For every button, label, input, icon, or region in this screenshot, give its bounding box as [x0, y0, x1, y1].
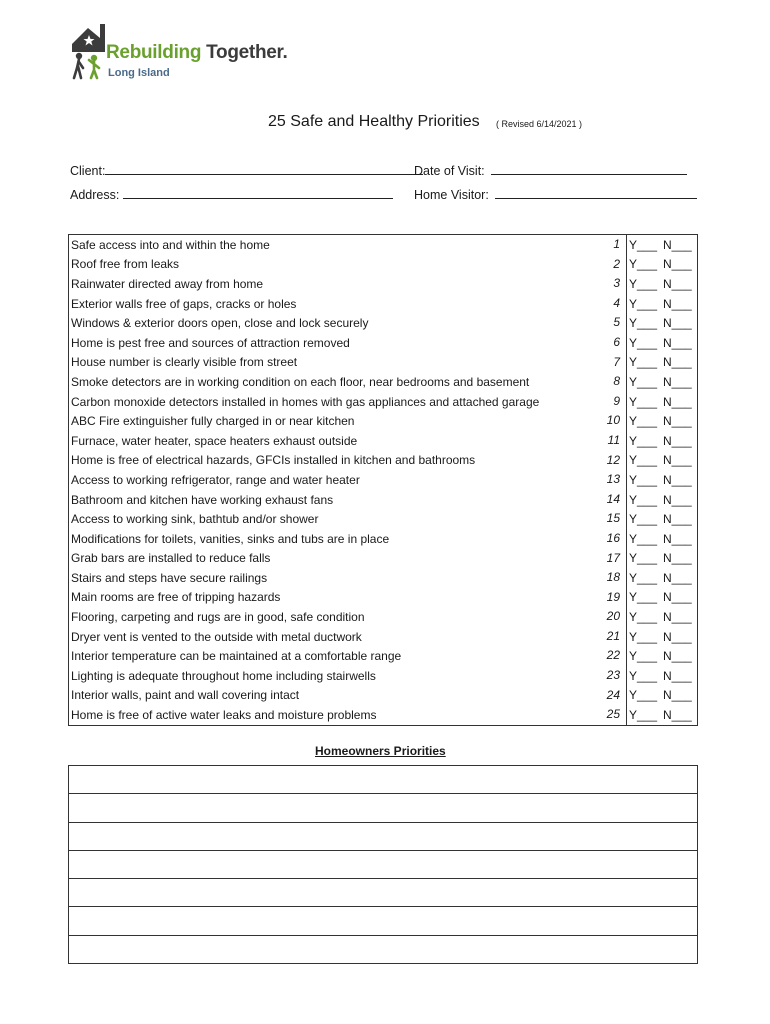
- checklist-item-text: Safe access into and within the home: [71, 237, 270, 252]
- checklist-row: [69, 627, 697, 647]
- checklist-item-number: 22: [579, 646, 627, 666]
- yes-blank[interactable]: Y___: [629, 335, 658, 350]
- checklist-item-text: Furnace, water heater, space heaters exhaust outside: [71, 433, 358, 448]
- home-visitor-label: Home Visitor:: [414, 188, 489, 202]
- no-blank[interactable]: N___: [663, 276, 692, 291]
- yes-blank[interactable]: Y___: [629, 472, 658, 487]
- no-blank[interactable]: N___: [663, 296, 692, 311]
- no-blank[interactable]: N___: [663, 688, 692, 703]
- no-blank[interactable]: N___: [663, 433, 692, 448]
- checklist-item-number: 4: [579, 294, 627, 314]
- yes-blank[interactable]: Y___: [629, 257, 658, 272]
- checklist-item-text: Dryer vent is vented to the outside with metal ductwork: [71, 629, 362, 644]
- date-of-visit-label: Date of Visit:: [414, 164, 485, 178]
- checklist-item-number: 24: [579, 686, 627, 706]
- page-title: 25 Safe and Healthy Priorities: [268, 113, 480, 130]
- checklist-item-text: Access to working sink, bathtub and/or shower: [71, 512, 319, 527]
- checklist-item-text: Access to working refrigerator, range and water heater: [71, 472, 360, 487]
- checklist-row: [69, 549, 697, 569]
- checklist-row: [69, 431, 697, 451]
- yes-blank[interactable]: Y___: [629, 668, 658, 683]
- date-of-visit-field[interactable]: [414, 162, 687, 178]
- no-blank[interactable]: N___: [663, 629, 692, 644]
- no-blank[interactable]: N___: [663, 355, 692, 370]
- home-visitor-input-line[interactable]: [495, 186, 697, 199]
- checklist-item-text: Windows & exterior doors open, close and lock securely: [71, 316, 369, 331]
- checklist-item-text: Main rooms are free of tripping hazards: [71, 590, 281, 605]
- priorities-checklist: [68, 234, 698, 726]
- address-field[interactable]: [70, 186, 393, 202]
- client-field[interactable]: [70, 162, 423, 178]
- yes-blank[interactable]: Y___: [629, 512, 658, 527]
- no-blank[interactable]: N___: [663, 414, 692, 429]
- checklist-item-number: 21: [579, 627, 627, 647]
- priority-blank-line[interactable]: [69, 936, 697, 963]
- checklist-item-number: 19: [579, 588, 627, 608]
- checklist-row: [69, 666, 697, 686]
- priority-blank-line[interactable]: [69, 907, 697, 935]
- checklist-row: [69, 411, 697, 431]
- no-blank[interactable]: N___: [663, 551, 692, 566]
- checklist-item-text: Modifications for toilets, vanities, sinks and tubs are in place: [71, 531, 390, 546]
- checklist-row: [69, 372, 697, 392]
- yes-blank[interactable]: Y___: [629, 394, 658, 409]
- client-input-line[interactable]: [105, 162, 423, 175]
- no-blank[interactable]: N___: [663, 237, 692, 252]
- checklist-row: [69, 333, 697, 353]
- checklist-item-text: Rainwater directed away from home: [71, 276, 264, 291]
- checklist-item-number: 2: [579, 255, 627, 275]
- checklist-item-text: Stairs and steps have secure railings: [71, 570, 268, 585]
- checklist-item-text: ABC Fire extinguisher fully charged in or near kitchen: [71, 414, 355, 429]
- yes-blank[interactable]: Y___: [629, 414, 658, 429]
- checklist-item-text: Bathroom and kitchen have working exhaust fans: [71, 492, 334, 507]
- no-blank[interactable]: N___: [663, 374, 692, 389]
- yes-blank[interactable]: Y___: [629, 316, 658, 331]
- no-blank[interactable]: N___: [663, 649, 692, 664]
- no-blank[interactable]: N___: [663, 472, 692, 487]
- checklist-row: [69, 274, 697, 294]
- yes-blank[interactable]: Y___: [629, 374, 658, 389]
- checklist-item-number: 8: [579, 372, 627, 392]
- checklist-item-text: Exterior walls free of gaps, cracks or holes: [71, 296, 297, 311]
- checklist-item-number: 9: [579, 392, 627, 412]
- yes-blank[interactable]: Y___: [629, 688, 658, 703]
- checklist-item-text: Interior walls, paint and wall covering intact: [71, 688, 300, 703]
- checklist-item-text: Home is pest free and sources of attraction removed: [71, 335, 350, 350]
- checklist-item-number: 15: [579, 509, 627, 529]
- priority-blank-line[interactable]: [69, 823, 697, 851]
- no-blank[interactable]: N___: [663, 512, 692, 527]
- homeowners-priorities-title: Homeowners Priorities: [315, 744, 446, 758]
- checklist-row: [69, 470, 697, 490]
- address-input-line[interactable]: [123, 186, 393, 199]
- checklist-row: [69, 529, 697, 549]
- checklist-item-number: 5: [579, 313, 627, 333]
- priority-blank-line[interactable]: [69, 794, 697, 822]
- yes-blank[interactable]: Y___: [629, 453, 658, 468]
- checklist-item-number: 1: [579, 235, 627, 255]
- no-blank[interactable]: N___: [663, 492, 692, 507]
- no-blank[interactable]: N___: [663, 316, 692, 331]
- checklist-item-number: 13: [579, 470, 627, 490]
- yes-blank[interactable]: Y___: [629, 276, 658, 291]
- no-blank[interactable]: N___: [663, 257, 692, 272]
- yes-blank[interactable]: Y___: [629, 629, 658, 644]
- checklist-item-number: 18: [579, 568, 627, 588]
- checklist-row: [69, 607, 697, 627]
- yes-blank[interactable]: Y___: [629, 492, 658, 507]
- yes-blank[interactable]: Y___: [629, 610, 658, 625]
- no-blank[interactable]: N___: [663, 531, 692, 546]
- no-blank[interactable]: N___: [663, 570, 692, 585]
- checklist-item-text: Roof free from leaks: [71, 257, 180, 272]
- yes-blank[interactable]: Y___: [629, 551, 658, 566]
- checklist-item-text: House number is clearly visible from street: [71, 355, 298, 370]
- checklist-row: [69, 353, 697, 373]
- checklist-row: [69, 451, 697, 471]
- checklist-item-number: 16: [579, 529, 627, 549]
- address-label: Address:: [70, 188, 120, 202]
- no-blank[interactable]: N___: [663, 610, 692, 625]
- checklist-row: [69, 255, 697, 275]
- logo-name: Rebuilding Together.: [106, 42, 288, 63]
- checklist-item-text: Flooring, carpeting and rugs are in good, safe condition: [71, 610, 365, 625]
- checklist-item-number: 12: [579, 451, 627, 471]
- checklist-item-text: Home is free of electrical hazards, GFCIs installed in kitchen and bathrooms: [71, 453, 476, 468]
- logo: [70, 22, 288, 84]
- yes-blank[interactable]: Y___: [629, 570, 658, 585]
- house-star-figures-icon: [70, 22, 106, 80]
- yes-blank[interactable]: Y___: [629, 433, 658, 448]
- checklist-item-text: Interior temperature can be maintained at a comfortable range: [71, 649, 402, 664]
- checklist-item-number: 20: [579, 607, 627, 627]
- checklist-row: [69, 294, 697, 314]
- date-of-visit-input-line[interactable]: [491, 162, 687, 175]
- no-blank[interactable]: N___: [663, 394, 692, 409]
- checklist-item-text: Grab bars are installed to reduce falls: [71, 551, 271, 566]
- checklist-item-number: 11: [579, 431, 627, 451]
- checklist-item-number: 25: [579, 705, 627, 725]
- client-label: Client:: [70, 164, 106, 178]
- checklist-row: [69, 509, 697, 529]
- homeowners-priorities-box: [68, 765, 698, 964]
- checklist-item-number: 17: [579, 549, 627, 569]
- checklist-row: [69, 490, 697, 510]
- checklist-item-number: 23: [579, 666, 627, 686]
- checklist-item-text: Smoke detectors are in working condition on each floor, near bedrooms and basement: [71, 374, 530, 389]
- yes-blank[interactable]: Y___: [629, 590, 658, 605]
- priority-blank-line[interactable]: [69, 766, 697, 794]
- checklist-item-number: 6: [579, 333, 627, 353]
- checklist-item-text: Home is free of active water leaks and moisture problems: [71, 708, 377, 723]
- revised-date: ( Revised 6/14/2021 ): [496, 119, 583, 129]
- checklist-row: [69, 568, 697, 588]
- checklist-row: [69, 705, 697, 725]
- priority-blank-line[interactable]: [69, 879, 697, 907]
- yes-blank[interactable]: Y___: [629, 649, 658, 664]
- logo-subtitle: Long Island: [108, 67, 170, 79]
- no-blank[interactable]: N___: [663, 590, 692, 605]
- checklist-item-text: Carbon monoxide detectors installed in homes with gas appliances and attached garage: [71, 394, 540, 409]
- checklist-row: [69, 588, 697, 608]
- checklist-row: [69, 646, 697, 666]
- no-blank[interactable]: N___: [663, 453, 692, 468]
- no-blank[interactable]: N___: [663, 335, 692, 350]
- checklist-row: [69, 313, 697, 333]
- home-visitor-field[interactable]: [414, 186, 697, 202]
- yes-blank[interactable]: Y___: [629, 708, 658, 723]
- priority-blank-line[interactable]: [69, 851, 697, 879]
- checklist-row: [69, 392, 697, 412]
- checklist-item-number: 10: [579, 411, 627, 431]
- yes-blank[interactable]: Y___: [629, 296, 658, 311]
- checklist-item-number: 3: [579, 274, 627, 294]
- checklist-row: [69, 235, 697, 255]
- checklist-row: [69, 686, 697, 706]
- no-blank[interactable]: N___: [663, 708, 692, 723]
- checklist-item-number: 14: [579, 490, 627, 510]
- checklist-item-number: 7: [579, 353, 627, 373]
- yes-blank[interactable]: Y___: [629, 237, 658, 252]
- no-blank[interactable]: N___: [663, 668, 692, 683]
- checklist-item-text: Lighting is adequate throughout home including stairwells: [71, 668, 376, 683]
- yes-blank[interactable]: Y___: [629, 355, 658, 370]
- yes-blank[interactable]: Y___: [629, 531, 658, 546]
